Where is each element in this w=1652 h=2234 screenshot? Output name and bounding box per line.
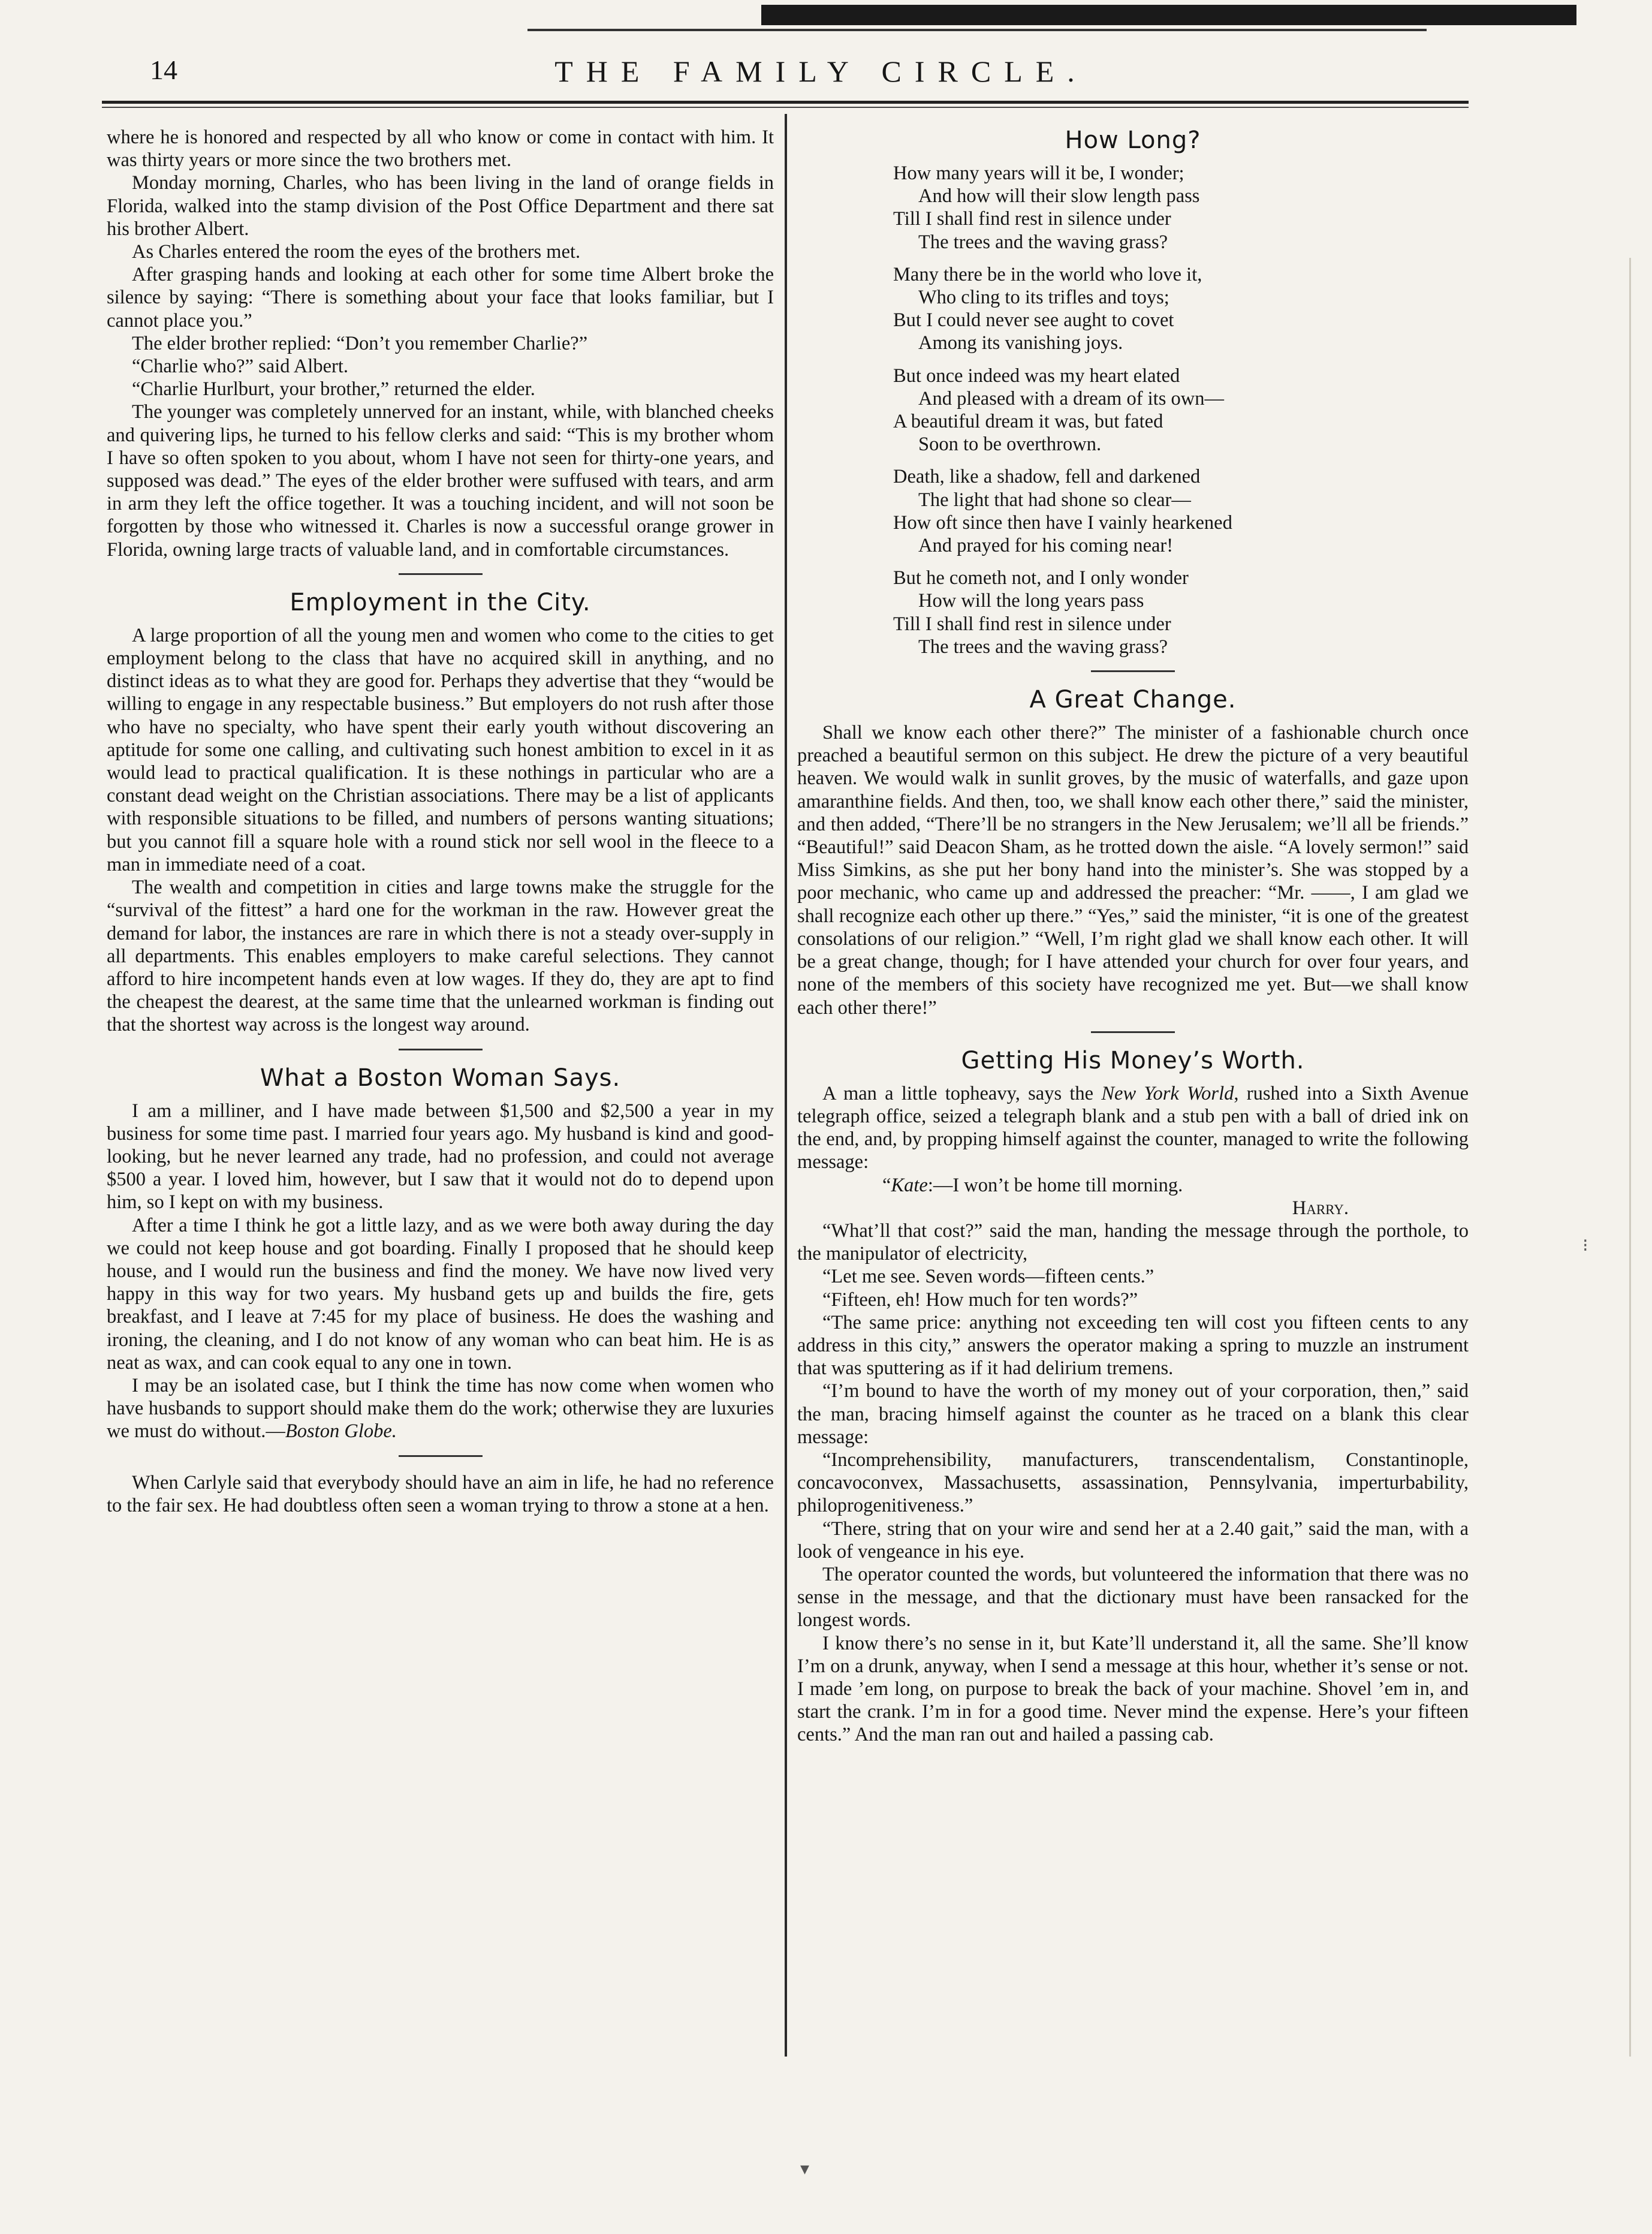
header-rule (102, 101, 1469, 104)
carlyle-paragraph: When Carlyle said that everybody should have an aim in life, he had no reference to the fair sex. He had doubtless often seen a woman trying to throw a stone at a hen. (107, 1471, 774, 1516)
article-paragraph: A large proportion of all the young men and women who come to the cities to get employment belong to the class that have no acquired skill in anything, and no distinct ideas as to what they are good for. Perhaps they advertise that they “would be willing to engage in any respectable business.” But employers do not rush after those who have no specialty, who have spent their early youth without discovering an aptitude for some one calling, and cultivating such honest ambition to excel in it as would lead to practical qualification. It is these nothings in particular who are a constant dead weight on the Christian associations. There may be a list of applicants with responsible situations to be filled, and numbers of persons wanting situations; but you cannot fill a square hole with a round stick nor sell wool in the fleece to a man in immediate need of a coat. (107, 624, 774, 875)
article-paragraph: “The same price: anything not exceeding ten will cost you fifteen cents to any address in this city,” answers the operator making a spring to muzzle an instrument that was sputtering as if it had delirium tremens. (797, 1311, 1469, 1380)
poem-line: Death, like a shadow, fell and darkened (893, 466, 1201, 488)
poem-line: And how will their slow length pass (918, 185, 1200, 207)
article-paragraph: The younger was completely unnerved for an instant, while, with blanched cheeks and quivering lips, he turned to his fellow clerks and said: “This is my brother whom I have so often spoken to you about, whom I have not seen for thirty-one years, and supposed was dead.” The eyes of the elder brother were suffused with tears, and arm in arm they left the office together. It was a touching incident, and will not soon be forgotten by those who witnessed it. Charles is now a successful orange grower in Florida, owning large tracts of valuable land, and in comfortable circumstances. (107, 401, 774, 561)
poem-title: How Long? (1065, 127, 1201, 154)
poem-stanza (893, 365, 1469, 456)
article-paragraph: The operator counted the words, but volunteered the information that there was no sense in the message, and that the dictionary must have been ransacked for the longest words. (797, 1563, 1469, 1631)
print-mark: ▾ (800, 2159, 810, 2179)
source-credit: Boston Globe. (285, 1420, 397, 1443)
article-title-great-change: A Great Change. (1029, 686, 1237, 714)
article-title-employment: Employment in the City. (290, 588, 591, 616)
poem-line: Among its vanishing joys. (918, 332, 1123, 354)
article-paragraph: “Let me see. Seven words—fifteen cents.” (822, 1266, 1154, 1288)
page-number: 14 (150, 55, 177, 85)
poem-stanza (893, 465, 1469, 557)
print-speck: ⁝ (1582, 1236, 1588, 1256)
poem-stanza (893, 162, 1469, 254)
article-paragraph (107, 1374, 774, 1443)
text-run: , rushed into a Sixth Avenue telegraph office, seized a telegraph blank and a stub pen with a ball of dried ink on the end, and, by propping himself against the counter, managed to write the following message: (797, 1082, 1469, 1173)
poem-line: But I could never see aught to covet (893, 309, 1174, 332)
poem-line: The light that had shone so clear— (918, 489, 1191, 511)
article-paragraph: “I’m bound to have the worth of my money out of your corporation, then,” said the man, bracing himself against the counter as he traced on a blank this clear message: (797, 1380, 1469, 1448)
poem-line: The trees and the waving grass? (918, 231, 1168, 253)
article-paragraph: After a time I think he got a little lazy, and as we were both away during the day we could not keep house and got boarding. Finally I proposed that he should keep house, and I would run the business and find the money. We have now lived very happy in this way for two years. My husband gets up and builds the fire, gets breakfast, and I leave at 7:45 for my place of business. He does the washing and ironing, the cleaning, and I do not know of any woman who can beat him. He is as neat as wax, and can cook equal to any one in town. (107, 1214, 774, 1374)
article-paragraph: “Charlie Hurlburt, your brother,” returned the elder. (132, 378, 535, 401)
telegram-text: :—I won’t be home till morning. (927, 1174, 1183, 1196)
section-rule (1091, 1031, 1175, 1033)
article-paragraph: I know there’s no sense in it, but Kate’ll understand it, all the same. She’ll know I’m on a drunk, anyway, when I send a message at this hour, whether it’s sense or not. I made ’em long, on purpose to break the back of your machine. Shovel ’em in, and start the crank. I’m in for a good time. Never mind the expense. Here’s your fifteen cents.” And the man ran out and hailed a passing cab. (797, 1632, 1469, 1746)
header-rule-thin (102, 107, 1469, 108)
page-edge-shadow (1629, 258, 1631, 2057)
article-paragraph: As Charles entered the room the eyes of the brothers met. (132, 241, 581, 263)
poem-line: Many there be in the world who love it, (893, 263, 1202, 285)
section-rule (399, 573, 483, 575)
article-paragraph: I am a milliner, and I have made between $1,500 and $2,500 a year in my business for some time past. I married four years ago. My husband is kind and good-looking, but he never learned any trade, had no profession, and could not average $500 a year. I loved him, however, but I saw that it would not do to depend upon him, so I kept on with my business. (107, 1100, 774, 1214)
poem-line: But once indeed was my heart elated (893, 365, 1180, 387)
scan-edge-line (527, 29, 1427, 31)
text-run: A man a little topheavy, says the (822, 1082, 1102, 1104)
poem-line: And pleased with a dream of its own— (918, 387, 1224, 410)
left-column (107, 126, 774, 1517)
poem-line: How oft since then have I vainly hearkened (893, 511, 1232, 534)
poem-line: And prayed for his coming near! (918, 535, 1174, 557)
poem-line: Who cling to its trifles and toys; (918, 287, 1169, 309)
right-column (797, 126, 1469, 1747)
poem-stanza (893, 567, 1469, 658)
poem-line: A beautiful dream it was, but fated (893, 411, 1163, 433)
article-paragraph: “Incomprehensibility, manufacturers, transcendentalism, Constantinople, concavoconvex, Massachusetts, assassination, Pennsylvania, imperturbability, philoprogenitiveness.” (797, 1449, 1469, 1517)
article-title-money-worth: Getting His Money’s Worth. (961, 1046, 1305, 1074)
telegram-message: “Kate:—I won’t be home till morning. (882, 1174, 1183, 1196)
poem-line: The trees and the waving grass? (918, 636, 1168, 658)
poem-line: How will the long years pass (918, 590, 1144, 612)
poem-line: Till I shall find rest in silence under (893, 208, 1171, 230)
article-paragraph: The elder brother replied: “Don’t you remember Charlie?” (132, 332, 588, 354)
column-divider (785, 114, 787, 2057)
article-paragraph: “Charlie who?” said Albert. (132, 356, 348, 378)
section-rule (399, 1049, 483, 1050)
article-paragraph: where he is honored and respected by all who know or come in contact with him. It was thirty years or more since the two brothers met. (107, 127, 774, 171)
section-rule (1091, 670, 1175, 672)
article-paragraph: Shall we know each other there?” The minister of a fashionable church once preached a beautiful sermon on this subject. He drew the picture of a very beautiful heaven. We would walk in sunlit groves, by the music of waterfalls, and gaze upon amaranthine fields. And then, too, we shall know each other there,” said the minister, and then added, “There’ll be no strangers in the New Jerusalem; we’ll all be friends.” “Beautiful!” said Deacon Sham, as he trotted down the aisle. “A lovely sermon!” said Miss Simkins, as she put her bony hand into the minister’s. She was stopped by a poor mechanic, who came up and addressed the preacher: “Mr. ——, I am glad we shall recognize each other up there.” “Yes,” said the minister, “it is one of the greatest consolations of our religion.” “Well, I’m right glad we shall know each other. It will be a great change, though; for I have attended your church for over four years, and none of the members of this society have recognized me yet. But—we shall know each other there!” (797, 722, 1469, 1019)
telegram-recipient: Kate (891, 1174, 928, 1196)
article-paragraph (797, 1082, 1469, 1174)
poem-stanza (893, 263, 1469, 355)
article-paragraph: The wealth and competition in cities and large towns make the struggle for the “survival of the fittest” a hard one for the workman in the raw. However great the demand for labor, the instances are rare in which there is not a steady over-supply in all departments. This enables employers to make careful selections. They cannot afford to hire incompetent hands even at low wages. If they do, they are apt to find the cheapest the dearest, at the same time that the unlearned workman is finding out that the shortest way across is the longest way around. (107, 877, 774, 1036)
poem-line: Till I shall find rest in silence under (893, 613, 1171, 635)
running-head: THE FAMILY CIRCLE. (554, 55, 1088, 88)
poem (893, 162, 1469, 658)
article-paragraph: After grasping hands and looking at each other for some time Albert broke the silence by saying: “There is something about your face that looks familiar, but I cannot place you.” (107, 264, 774, 332)
telegram-signature: Harry. (1292, 1197, 1349, 1219)
poem-line: How many years will it be, I wonder; (893, 162, 1184, 184)
section-rule (399, 1455, 483, 1457)
closing-text: I may be an isolated case, but I think the time has now come when women who have husbands to support should make them do the work; otherwise they are luxuries we must do without.— (107, 1374, 774, 1443)
source-name: New York World (1101, 1082, 1234, 1104)
poem-line: Soon to be overthrown. (918, 433, 1102, 456)
scan-edge-bar (761, 5, 1576, 25)
article-paragraph: Monday morning, Charles, who has been living in the land of orange fields in Florida, walked into the stamp division of the Post Office Department and there sat his brother Albert. (107, 172, 774, 240)
article-paragraph: “What’ll that cost?” said the man, handing the message through the porthole, to the manipulator of electricity, (797, 1220, 1469, 1265)
poem-line: But he cometh not, and I only wonder (893, 567, 1189, 589)
article-paragraph: “Fifteen, eh! How much for ten words?” (822, 1288, 1138, 1311)
article-paragraph: “There, string that on your wire and send her at a 2.40 gait,” said the man, with a look of vengeance in his eye. (797, 1518, 1469, 1562)
article-title-boston-woman: What a Boston Woman Says. (260, 1064, 621, 1092)
